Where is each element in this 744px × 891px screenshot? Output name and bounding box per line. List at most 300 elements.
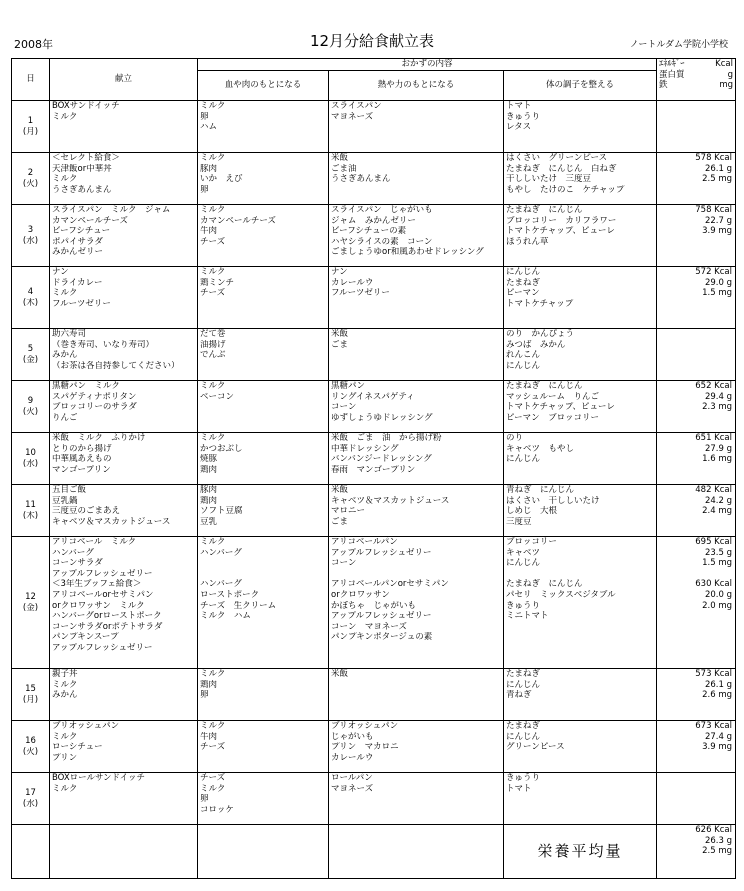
document-year: 2008年 <box>14 38 53 51</box>
nutrition-cell <box>657 773 736 825</box>
nutrition-value-2: 2.0 mg <box>702 600 732 611</box>
day-number: 1 <box>27 115 34 126</box>
blood-line: 卵 <box>200 690 209 701</box>
nutrition-value: 24.2 g <box>704 495 732 506</box>
blood-line: ミルク <box>200 783 226 794</box>
menu-line: コーンサラダ <box>52 558 103 569</box>
menu-cell <box>50 433 198 485</box>
body-line: ブロッコリー カリフラワー <box>506 215 617 226</box>
body-line: ピーマン ブロッコリー <box>506 412 599 423</box>
heat-cell <box>329 381 504 433</box>
body-line: 青ねぎ <box>506 690 532 701</box>
day-cell <box>12 267 50 329</box>
blood-line: ハンバーグ <box>200 579 242 590</box>
heat-line: マロニー <box>331 506 366 517</box>
average-iron: 2.5 mg <box>702 846 732 857</box>
blood-line: カマンベールチーズ <box>200 215 276 226</box>
menu-line: みかんゼリー <box>52 247 104 258</box>
heat-line: ハヤシライスの素 コーン <box>331 236 433 247</box>
menu-row <box>12 433 736 485</box>
nutrition-value: 578 Kcal <box>695 153 732 163</box>
header-blood: 血や肉のもとになる <box>198 71 329 101</box>
body-line: にんじん <box>506 558 541 569</box>
heat-line: 米飯 <box>331 329 349 339</box>
day-cell <box>12 153 50 205</box>
blood-cell <box>198 267 329 329</box>
nutrition-cell <box>657 485 736 537</box>
body-line: みつば みかん <box>506 339 566 350</box>
day-cell <box>12 381 50 433</box>
nutrition-cell <box>657 329 736 381</box>
blood-line: チーズ <box>200 288 226 299</box>
header-heat: 熱や力のもとになる <box>329 71 504 101</box>
menu-line: ミルク <box>52 783 78 794</box>
body-line: きゅうり <box>506 111 541 122</box>
heat-line: コーン マヨネーズ <box>331 621 407 632</box>
day-cell <box>12 537 50 669</box>
body-line: にんじん <box>506 454 541 465</box>
body-line: ミニトマト <box>506 611 549 622</box>
weekday: (月) <box>22 126 39 137</box>
body-line: キャベツ <box>506 547 541 558</box>
blood-line: コロッケ <box>200 804 234 815</box>
menu-line: アップルフレッシュゼリー <box>52 568 153 579</box>
body-line: たまねぎ にんじん <box>506 381 583 391</box>
heat-cell <box>329 433 504 485</box>
blood-line: ミルク <box>200 101 226 111</box>
body-line: たまねぎ にんじん 白ねぎ <box>506 163 617 174</box>
day-number: 17 <box>25 787 36 798</box>
heat-cell <box>329 205 504 267</box>
menu-cell <box>50 537 198 669</box>
day-number: 2 <box>27 167 34 178</box>
heat-line: パンプキンポタージュの素 <box>331 632 433 643</box>
blood-line: ミルク ハム <box>200 611 251 622</box>
blood-line: 焼豚 <box>200 454 218 465</box>
day-number: 9 <box>27 395 34 406</box>
menu-line: （巻き寿司、いなり寿司） <box>52 339 155 350</box>
nutrition-value: 1.5 mg <box>702 558 732 569</box>
blood-line: ローストポーク <box>200 589 260 600</box>
body-cell <box>504 773 657 825</box>
menu-line: 中華風あえもの <box>52 454 112 465</box>
nutrition-value: 2.3 mg <box>702 402 732 413</box>
nutrition-value: 695 Kcal <box>695 537 732 547</box>
blood-line: 豚肉 <box>200 163 218 174</box>
menu-line: 米飯 ミルク ふりかけ <box>52 433 146 443</box>
blood-line: 豚肉 <box>200 485 218 495</box>
heat-line: マヨネーズ <box>331 111 374 122</box>
body-line: ピーマン <box>506 288 540 299</box>
body-line: 三度豆 <box>506 516 532 527</box>
heat-line: 米飯 ごま 油 から揚げ粉 <box>331 433 442 443</box>
heat-line: ごま油 <box>331 163 357 174</box>
heat-line <box>331 569 501 580</box>
blood-line: 卵 <box>200 184 209 195</box>
blood-cell <box>198 329 329 381</box>
menu-row <box>12 153 736 205</box>
menu-line: 三度豆のごまあえ <box>52 506 121 517</box>
menu-row <box>12 537 736 669</box>
blood-cell <box>198 205 329 267</box>
blood-line: 牛肉 <box>200 731 218 742</box>
day-number: 15 <box>25 683 36 694</box>
menu-line: orクロワッサン ミルク <box>52 600 145 611</box>
nutrition-value: 2.4 mg <box>702 506 732 517</box>
heat-line: フルーツゼリー <box>331 288 390 299</box>
nutrition-cell <box>657 205 736 267</box>
body-cell <box>504 267 657 329</box>
body-line: もやし たけのこ ケチャップ <box>506 184 625 195</box>
day-cell <box>12 205 50 267</box>
menu-line: みかん <box>52 350 78 361</box>
body-line: グリーンピース <box>506 742 565 753</box>
blood-line: ミルク <box>200 267 226 277</box>
nutrition-value: 29.0 g <box>704 277 732 288</box>
blood-cell <box>198 101 329 153</box>
weekday: (水) <box>22 235 39 246</box>
body-line: ほうれん草 <box>506 236 549 247</box>
menu-line: りんご <box>52 412 78 423</box>
day-number: 11 <box>25 499 36 510</box>
blood-line: でんぶ <box>200 350 226 361</box>
blood-line: ミルク <box>200 433 226 443</box>
heat-line: ロールパン <box>331 773 373 783</box>
heat-cell <box>329 153 504 205</box>
menu-line: BOXサンドイッチ <box>52 101 120 111</box>
nutrition-value <box>659 350 732 361</box>
body-cell <box>504 153 657 205</box>
blood-line: 油揚げ <box>200 339 226 350</box>
nutrition-cell <box>657 433 736 485</box>
body-cell <box>504 433 657 485</box>
blood-cell <box>198 537 329 669</box>
body-line: たまねぎ <box>506 721 541 731</box>
menu-row <box>12 773 736 825</box>
heat-line: かぼちゃ じゃがいも <box>331 600 417 611</box>
heat-line: じゃがいも <box>331 731 374 742</box>
table-body <box>12 101 736 825</box>
blood-cell <box>198 381 329 433</box>
heat-line: アップルフレッシュゼリー <box>331 611 432 622</box>
day-cell <box>12 721 50 773</box>
menu-cell <box>50 205 198 267</box>
day-number: 3 <box>27 224 34 235</box>
heat-line: アリコベールパン <box>331 537 398 547</box>
menu-line: スライスパン ミルク ジャム <box>52 205 171 215</box>
nutrition-value: 673 Kcal <box>695 721 732 731</box>
header-menu: 献立 <box>50 59 198 101</box>
blood-line: ハンバーグ <box>200 547 242 558</box>
blood-line: だて巻 <box>200 329 226 339</box>
body-cell <box>504 721 657 773</box>
body-line: たまねぎ にんじん <box>506 205 583 215</box>
heat-line: スライスパン じゃがいも <box>331 205 433 215</box>
body-line: トマト <box>506 783 532 794</box>
body-line: きゅうり <box>506 773 541 783</box>
heat-line: 米飯 <box>331 153 349 163</box>
nutrition-value <box>659 340 732 351</box>
nutrition-value <box>659 773 732 784</box>
blood-line: ミルク <box>200 153 226 163</box>
header-okazu: おかずの内容 <box>198 59 657 71</box>
heat-line: ブリオッシュパン <box>331 721 399 731</box>
menu-line: ローシチュー <box>52 742 103 753</box>
blood-line: ミルク <box>200 537 226 547</box>
heat-line: プリン マカロニ <box>331 742 399 753</box>
nutrition-cell <box>657 267 736 329</box>
menu-cell <box>50 329 198 381</box>
nutrition-value: 652 Kcal <box>695 381 732 391</box>
body-line: 青ねぎ にんじん <box>506 485 575 495</box>
body-line: トマトケチャップ <box>506 298 574 309</box>
nutrition-value: 26.1 g <box>704 679 732 690</box>
heat-line: うさぎあんまん <box>331 174 391 185</box>
menu-line: とりのから揚げ <box>52 443 112 454</box>
nutrition-value: 3.9 mg <box>702 226 732 237</box>
body-line: トマトケチャップ、ピューレ <box>506 402 615 413</box>
blood-cell <box>198 485 329 537</box>
nutrition-value: 572 Kcal <box>695 267 732 277</box>
body-line: にんじん <box>506 731 541 742</box>
menu-row <box>12 721 736 773</box>
menu-cell <box>50 101 198 153</box>
body-line <box>506 569 654 580</box>
menu-line: ドライカレー <box>52 277 103 288</box>
heat-line: ビーフシチューの素 <box>331 226 407 237</box>
average-label: 栄養平均量 <box>504 825 657 879</box>
heat-line: ごま <box>331 339 349 350</box>
average-energy: 626 Kcal <box>695 825 732 835</box>
body-line: れんこん <box>506 350 541 361</box>
body-line: トマトケチャップ、ピューレ <box>506 226 615 237</box>
nutrition-value <box>659 794 732 805</box>
blood-line: 鶏肉 <box>200 464 218 475</box>
body-line: ブロッコリー <box>506 537 557 547</box>
blood-line <box>200 569 326 580</box>
nutrition-value <box>659 329 732 340</box>
nutrition-cell <box>657 537 736 669</box>
heat-line: スライスパン <box>331 101 382 111</box>
header-nutrition: ｴﾈﾙｷﾞｰ Kcal 蛋白質 g 鉄 mg <box>657 59 736 101</box>
header-body: 体の調子を整える <box>504 71 657 101</box>
heat-cell <box>329 101 504 153</box>
menu-line: ポパイサラダ <box>52 236 103 247</box>
weekday: (金) <box>22 354 39 365</box>
heat-line: orクロワッサン <box>331 589 390 600</box>
body-line: にんじん <box>506 679 541 690</box>
heat-line: キャベツ＆マスカットジュース <box>331 495 450 506</box>
blood-line: チーズ <box>200 236 226 247</box>
heat-cell <box>329 329 504 381</box>
blood-line: チーズ <box>200 773 226 783</box>
weekday: (水) <box>22 798 39 809</box>
nutrition-value-2: 630 Kcal <box>695 579 732 590</box>
menu-line: ミルク <box>52 111 78 122</box>
heat-line: マヨネーズ <box>331 783 374 794</box>
menu-line: マンゴープリン <box>52 464 111 475</box>
heat-line: コーン <box>331 402 357 413</box>
menu-line: ミルク <box>52 174 78 185</box>
menu-line: ブリオッシュパン <box>52 721 120 731</box>
menu-line: ＜3年生ブッフェ給食＞ <box>52 579 142 590</box>
nutrition-value <box>659 784 732 795</box>
menu-cell <box>50 381 198 433</box>
weekday: (木) <box>22 510 39 521</box>
day-number: 4 <box>27 286 34 297</box>
blood-line: 鶏肉 <box>200 679 218 690</box>
menu-row <box>12 669 736 721</box>
weekday: (火) <box>22 178 39 189</box>
blood-line: チーズ 生クリーム <box>200 600 277 611</box>
heat-line: バンバンジードレッシング <box>331 454 432 465</box>
heat-line: 黒糖パン <box>331 381 366 391</box>
menu-line: アリコベール ミルク <box>52 537 137 547</box>
body-line: トマト <box>506 101 532 111</box>
blood-line: いか えび <box>200 174 243 185</box>
day-cell <box>12 101 50 153</box>
nutrition-value: 2.6 mg <box>702 690 732 701</box>
heat-line: ジャム みかんゼリー <box>331 215 416 226</box>
menu-cell <box>50 485 198 537</box>
blood-line: 卵 <box>200 794 209 805</box>
day-cell <box>12 485 50 537</box>
heat-line: アリコベールパンorセサミパン <box>331 579 449 590</box>
heat-cell <box>329 773 504 825</box>
blood-line: かつおぶし <box>200 443 243 454</box>
menu-line: フルーツゼリー <box>52 298 111 309</box>
nutrition-value: 27.4 g <box>704 731 732 742</box>
menu-row <box>12 485 736 537</box>
body-cell <box>504 537 657 669</box>
menu-line: BOXロールサンドイッチ <box>52 773 145 783</box>
blood-line: ソフト豆腐 <box>200 506 243 517</box>
menu-line: 黒糖パン ミルク <box>52 381 120 391</box>
heat-line: カレールウ <box>331 752 374 763</box>
nutrition-value: 26.1 g <box>704 163 732 174</box>
menu-line: ハンバーグ <box>52 547 94 558</box>
day-cell <box>12 329 50 381</box>
nutrition-value: 758 Kcal <box>695 205 732 215</box>
nutrition-spacer <box>659 569 732 580</box>
menu-line: アリコベールorセサミパン <box>52 589 154 600</box>
heat-line: 米飯 <box>331 669 349 679</box>
heat-line: 米飯 <box>331 485 349 495</box>
menu-line: キャベツ＆マスカットジュース <box>52 516 171 527</box>
body-cell <box>504 329 657 381</box>
day-cell <box>12 773 50 825</box>
heat-cell <box>329 485 504 537</box>
heat-line: ごましょうゆor和風あわせドレッシング <box>331 247 484 258</box>
heat-line: アップルフレッシュゼリー <box>331 547 432 558</box>
nutrition-cell <box>657 153 736 205</box>
nutrition-value <box>659 112 732 123</box>
body-line: はくさい 干ししいたけ <box>506 495 600 506</box>
body-line: レタス <box>506 122 532 133</box>
menu-cell <box>50 773 198 825</box>
day-number: 12 <box>25 591 36 602</box>
menu-row <box>12 101 736 153</box>
nutrition-value: 482 Kcal <box>695 485 732 495</box>
menu-line: ミルク <box>52 679 78 690</box>
menu-line: ブロッコリーのサラダ <box>52 402 137 413</box>
body-line: のり かんぴょう <box>506 329 575 339</box>
nutrition-value: 2.5 mg <box>702 174 732 185</box>
day-cell <box>12 433 50 485</box>
menu-line: ＜セレクト給食＞ <box>52 153 120 163</box>
body-line: マッシュルーム りんご <box>506 391 599 402</box>
blood-line: ミルク <box>200 205 226 215</box>
weekday: (木) <box>22 297 39 308</box>
heat-line: ごま <box>331 516 349 527</box>
blood-line <box>200 558 326 569</box>
blood-line: ミルク <box>200 381 226 391</box>
average-protein: 26.3 g <box>704 835 732 846</box>
blood-line: 卵 <box>200 111 209 122</box>
blood-line: ベーコン <box>200 391 235 402</box>
body-line: たまねぎ にんじん <box>506 579 583 590</box>
body-line: たまねぎ <box>506 669 541 679</box>
body-cell <box>504 205 657 267</box>
nutrition-cell <box>657 721 736 773</box>
menu-row <box>12 329 736 381</box>
body-cell <box>504 101 657 153</box>
menu-line: 五目ご飯 <box>52 485 87 495</box>
menu-line: パンプキンスープ <box>52 632 119 643</box>
body-cell <box>504 381 657 433</box>
menu-line: ビーフシチュー <box>52 226 111 237</box>
heat-cell <box>329 267 504 329</box>
nutrition-value: 573 Kcal <box>695 669 732 679</box>
blood-line: チーズ <box>200 742 226 753</box>
blood-line: ミルク <box>200 721 226 731</box>
blood-line: 鶏ミンチ <box>200 277 235 288</box>
body-line: キャベツ もやし <box>506 443 575 454</box>
nutrition-value: 651 Kcal <box>695 433 732 443</box>
weekday: (火) <box>22 746 39 757</box>
menu-row <box>12 205 736 267</box>
menu-line: カマンベールチーズ <box>52 215 128 226</box>
blood-cell <box>198 669 329 721</box>
menu-line: 天津飯or中華丼 <box>52 163 112 174</box>
body-line: きゅうり <box>506 600 541 611</box>
body-line: にんじん <box>506 360 541 371</box>
blood-line: 豆乳 <box>200 516 218 527</box>
menu-line: プリン <box>52 752 78 763</box>
document-title: 12月分給食献立表 <box>309 32 435 50</box>
blood-line: 鶏肉 <box>200 495 218 506</box>
menu-cell <box>50 721 198 773</box>
menu-cell <box>50 267 198 329</box>
blood-line: ミルク <box>200 669 226 679</box>
blood-cell <box>198 721 329 773</box>
nutrition-value: 27.9 g <box>704 443 732 454</box>
heat-line: リングイネスパゲティ <box>331 391 415 402</box>
body-cell <box>504 669 657 721</box>
menu-line: スパゲティナポリタン <box>52 391 137 402</box>
weekday: (月) <box>22 694 39 705</box>
heat-line: 中華ドレッシング <box>331 443 399 454</box>
nutrition-value: 1.5 mg <box>702 288 732 299</box>
body-line: にんじん <box>506 267 541 277</box>
day-number: 5 <box>27 343 34 354</box>
heat-cell <box>329 537 504 669</box>
heat-cell <box>329 669 504 721</box>
weekday: (金) <box>22 602 39 613</box>
menu-line: 豆乳鍋 <box>52 495 78 506</box>
nutrition-value: 22.7 g <box>704 215 732 226</box>
menu-table <box>11 58 736 879</box>
